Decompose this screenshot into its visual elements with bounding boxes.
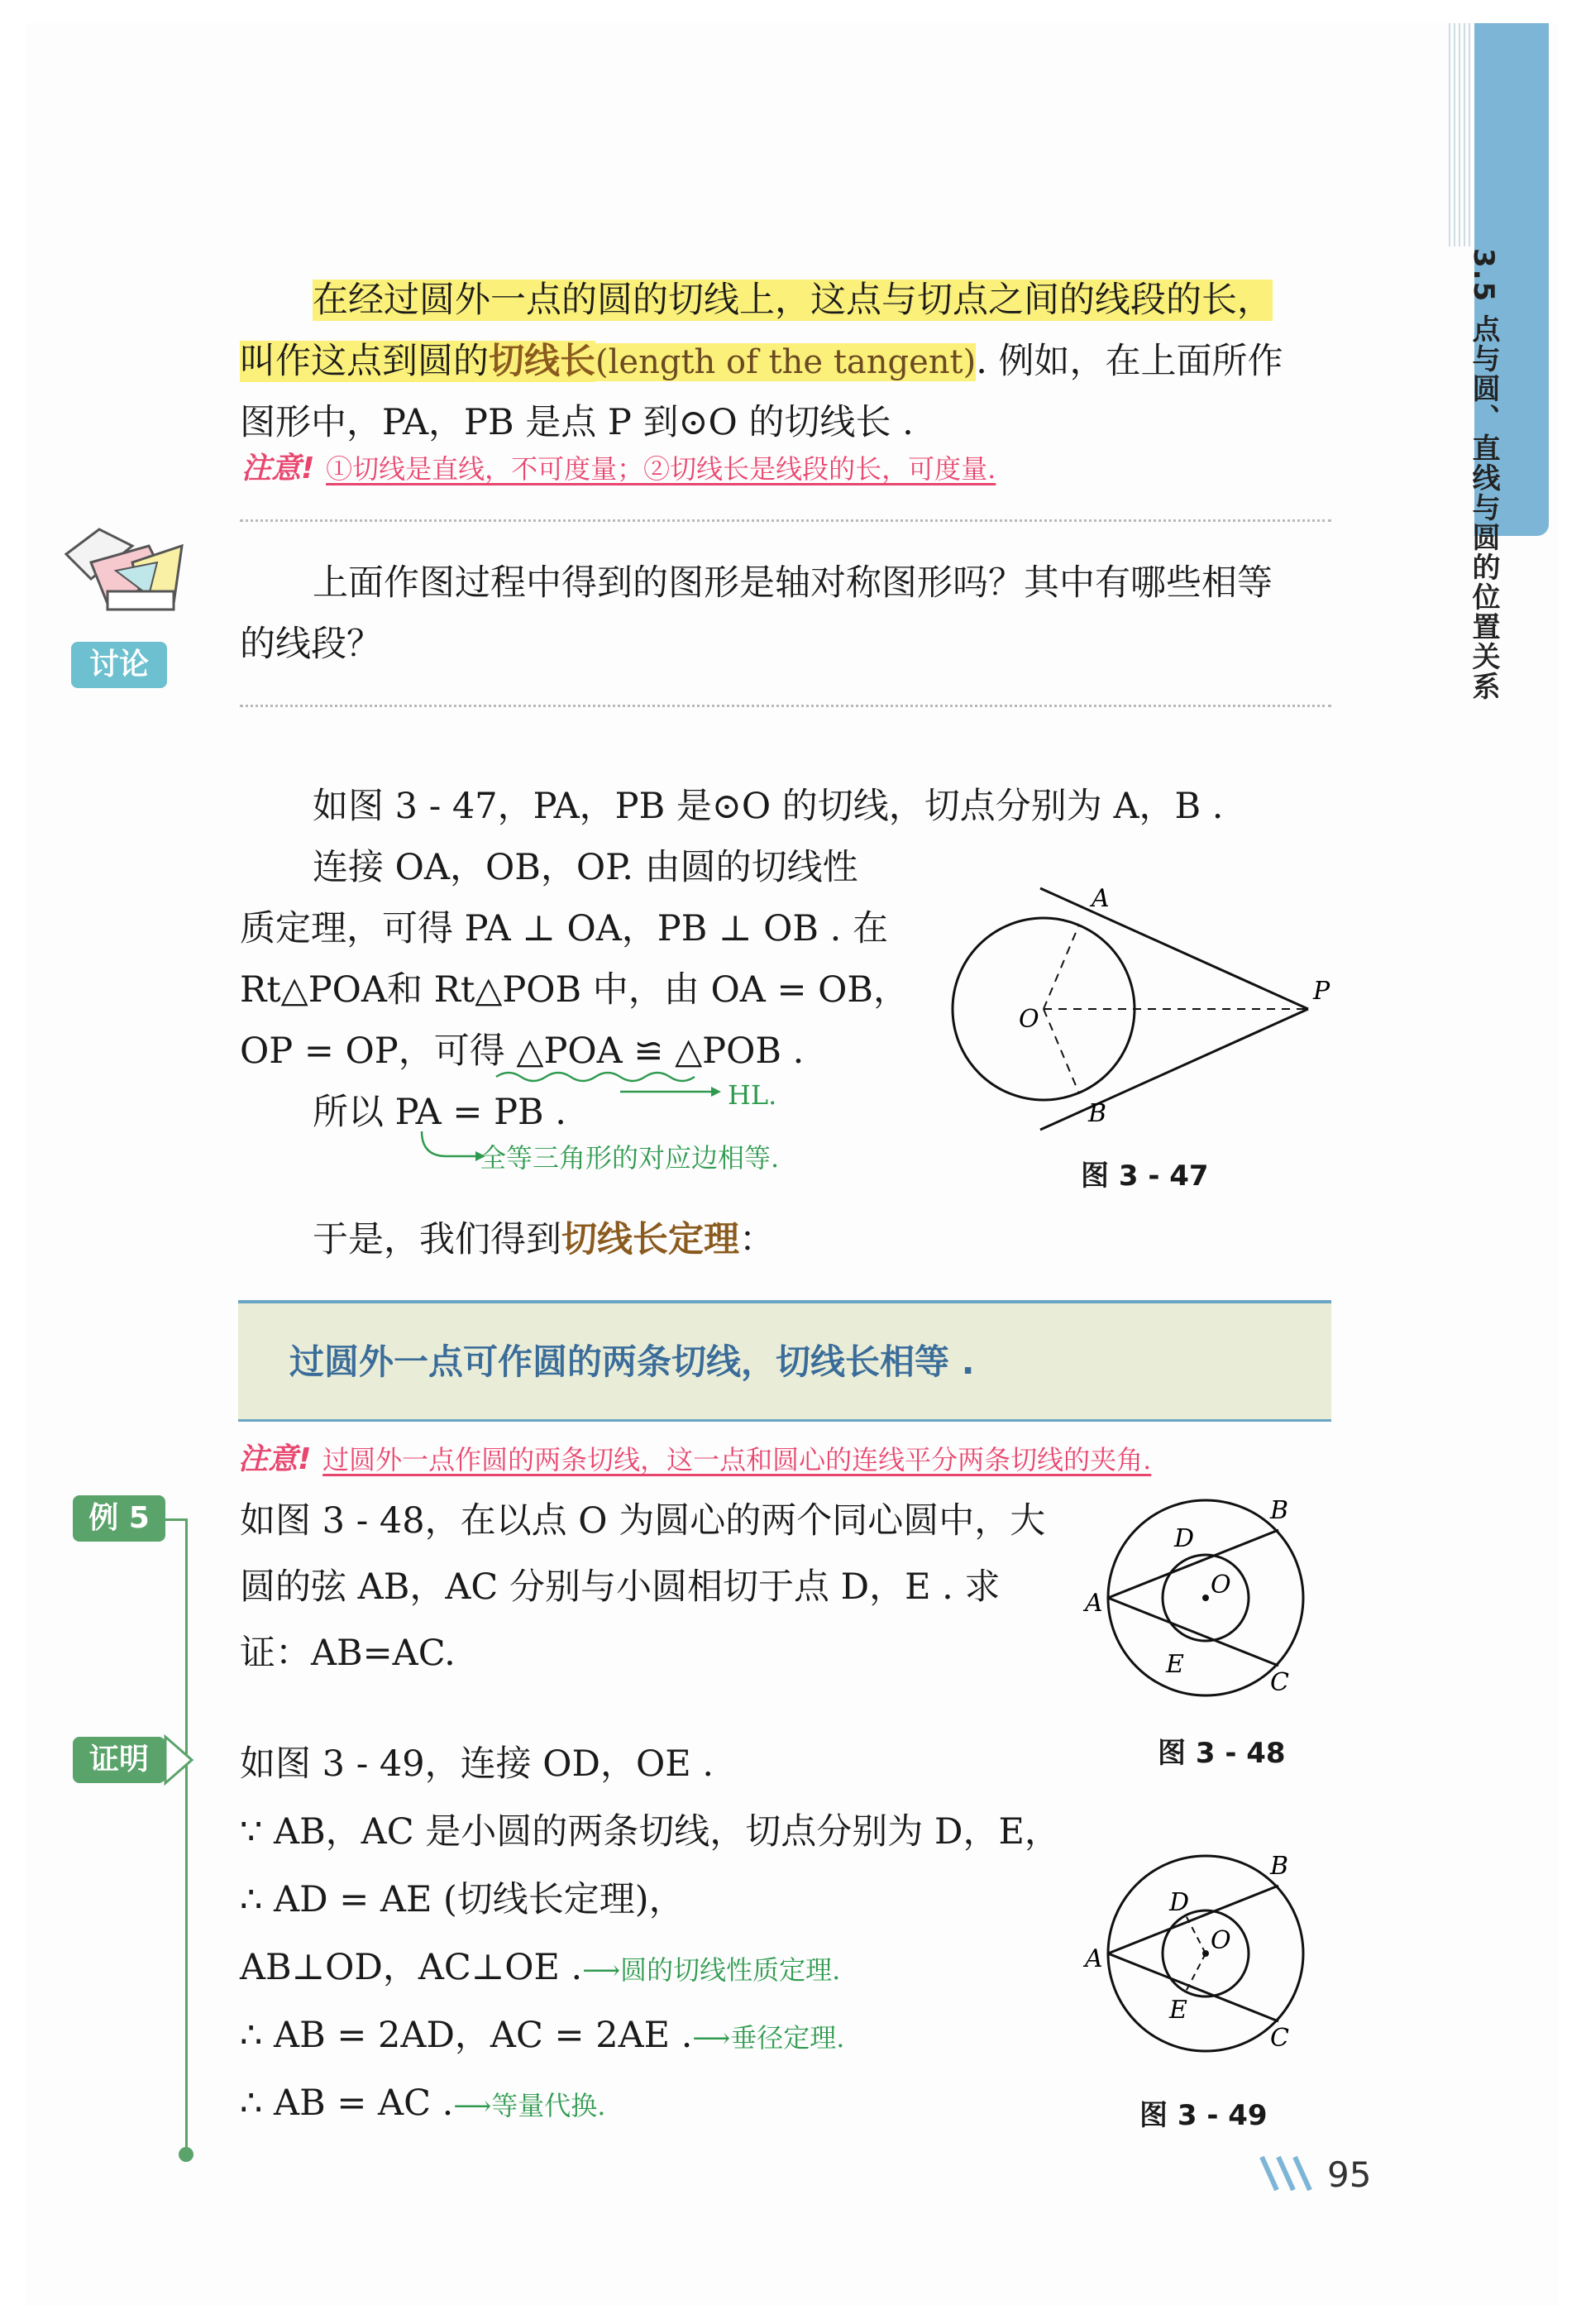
divider-top — [240, 519, 1331, 522]
proof-a-line-2: 连接 OA，OB，OP. 由圆的切线性 — [313, 847, 858, 888]
corr-note: 全等三角形的对应边相等. — [480, 1142, 780, 1174]
fig49-label-o: O — [1211, 1926, 1231, 1955]
hl-note: HL. — [728, 1079, 777, 1111]
discussion-tag: 讨论 — [71, 642, 167, 688]
proof-a-line-4: Rt△POA和 Rt△POB 中，由 OA = OB， — [240, 969, 910, 1011]
example-tag: 例 5 — [73, 1495, 165, 1542]
definition-line-3: 图形中，PA，PB 是点 P 到⊙O 的切线长 . — [240, 402, 914, 443]
corr-arrow — [397, 1131, 488, 1173]
discussion-line-1: 上面作图过程中得到的图形是轴对称图形吗？其中有哪些相等 — [313, 562, 1273, 604]
fig49-label-d: D — [1169, 1888, 1190, 1917]
proof-line-2: ∵ AB，AC 是小圆的两条切线，切点分别为 D，E， — [240, 1811, 1060, 1853]
note-2: 注意! 过圆外一点作圆的两条切线，这一点和圆心的连线平分两条切线的夹角. — [238, 1442, 1152, 1476]
fig48-label-a: A — [1085, 1589, 1103, 1618]
theorem-text: 过圆外一点可作圆的两条切线，切线长相等 . — [289, 1341, 975, 1382]
example-line-1: 如图 3 - 48，在以点 O 为圆心的两个同心圆中，大 — [240, 1500, 1046, 1542]
proof-tag-arrow — [162, 1735, 212, 1785]
fig48-label-e: E — [1166, 1650, 1184, 1679]
proof-line-3: ∴ AD = AE (切线长定理)， — [240, 1879, 685, 1920]
section-title: 3.5 点与圆、直线与圆的位置关系 — [1467, 248, 1500, 702]
discussion-line-2: 的线段？ — [240, 624, 382, 665]
fig48-label-o: O — [1211, 1571, 1231, 1600]
definition-line-2: 叫作这点到圆的切线长(length of the tangent). 例如，在上面所作 — [240, 341, 1283, 382]
fig47-label-o: O — [1019, 1005, 1039, 1034]
fig47-label-a: A — [1092, 884, 1110, 913]
proof-tag: 证明 — [73, 1737, 165, 1783]
example-rail — [185, 1518, 188, 2155]
divider-bottom — [240, 705, 1331, 707]
figure-3-48 — [1075, 1489, 1323, 1712]
definition-line-1: 在经过圆外一点的圆的切线上，这点与切点之间的线段的长， — [313, 280, 1273, 321]
example-rail-tick — [165, 1518, 187, 1521]
example-rail-end — [179, 2147, 193, 2162]
proof-line-4: AB⊥OD，AC⊥OE .⟶圆的切线性质定理. — [240, 1947, 841, 1988]
note-1: 注意! ①切线是直线，不可度量；②切线长是线段的长，可度量. — [241, 452, 996, 485]
theorem-box — [238, 1300, 1331, 1422]
fig48-label-b: B — [1270, 1496, 1289, 1525]
fig49-caption: 图 3 - 49 — [1139, 2099, 1268, 2132]
discussion-icon — [58, 513, 190, 620]
proof-a-line-6: 所以 PA = PB . — [313, 1092, 566, 1133]
fig47-caption: 图 3 - 47 — [1081, 1160, 1209, 1193]
theorem-intro: 于是，我们得到切线长定理： — [313, 1219, 775, 1260]
sidebar-decoration — [1449, 23, 1474, 246]
figure-3-47 — [943, 877, 1340, 1141]
page-number-decoration — [1257, 2154, 1323, 2195]
fig47-label-b: B — [1088, 1099, 1107, 1128]
fig49-label-c: C — [1270, 2024, 1289, 2053]
page-number: 95 — [1327, 2154, 1372, 2195]
fig48-label-c: C — [1270, 1668, 1289, 1697]
fig49-label-a: A — [1085, 1944, 1103, 1973]
fig48-caption: 图 3 - 48 — [1158, 1737, 1286, 1770]
example-line-2: 圆的弦 AB，AC 分别与小圆相切于点 D，E . 求 — [240, 1566, 1001, 1608]
figure-3-49 — [1075, 1844, 1323, 2068]
example-line-3: 证：AB=AC. — [240, 1633, 456, 1674]
proof-line-1: 如图 3 - 49，连接 OD，OE . — [240, 1743, 714, 1785]
fig47-label-p: P — [1313, 977, 1330, 1006]
fig48-label-d: D — [1174, 1524, 1195, 1553]
proof-line-5: ∴ AB = 2AD，AC = 2AE .⟶垂径定理. — [240, 2015, 845, 2056]
proof-a-line-3: 质定理，可得 PA ⊥ OA，PB ⊥ OB . 在 — [240, 908, 888, 949]
fig49-label-e: E — [1169, 1996, 1187, 2025]
fig49-label-b: B — [1270, 1852, 1289, 1881]
proof-a-line-5: OP = OP，可得 △POA ≌ △POB . — [240, 1030, 805, 1072]
proof-line-6: ∴ AB = AC .⟶等量代换. — [240, 2083, 606, 2124]
proof-a-line-1: 如图 3 - 47，PA，PB 是⊙O 的切线，切点分别为 A，B . — [313, 786, 1224, 827]
